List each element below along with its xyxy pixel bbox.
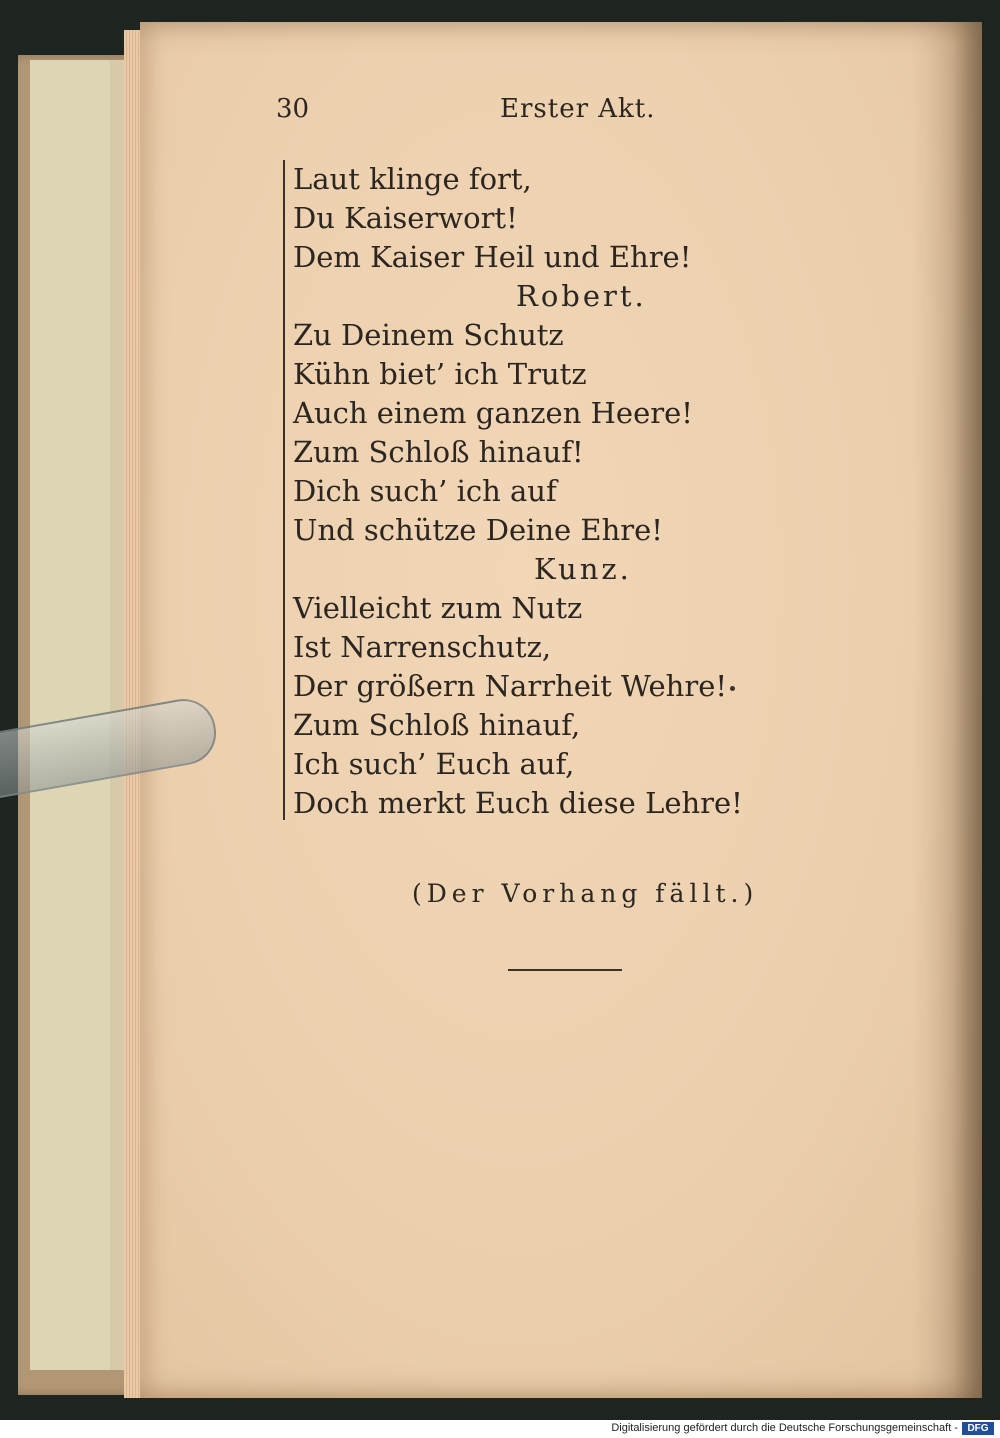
book-page [140,22,982,1398]
speaker-name: Robert. [516,279,647,313]
verse-line: Zum Schloß hinauf! [293,435,584,469]
page-number: 30 [276,94,310,124]
verse-line: Du Kaiserwort! [293,201,518,235]
verse-line: Ich such’ Euch auf, [293,747,575,781]
verse-line: Ist Narrenschutz, [293,630,552,664]
footer-bar [0,1420,1000,1438]
verse-line: Laut klinge fort, [293,162,532,196]
verse-line: Vielleicht zum Nutz [293,591,583,625]
funding-credit: Digitalisierung gefördert durch die Deutsche Forschungsgemeinschaft - [611,1422,958,1434]
stage-direction: (Der Vorhang fällt.) [412,879,759,908]
verse-line: Und schütze Deine Ehre! [293,513,663,547]
verse-line: Dich such’ ich auf [293,474,557,508]
verse-line: Der größern Narrheit Wehre! [293,669,728,703]
page-gutter-shadow [912,22,982,1398]
verse-line: Auch einem ganzen Heere! [293,396,693,430]
verse-block [293,160,743,823]
running-head: Erster Akt. [500,94,656,124]
verse-line: Kühn biet’ ich Trutz [293,357,587,391]
verse-line: Zum Schloß hinauf, [293,708,581,742]
verse-line: Zu Deinem Schutz [293,318,564,352]
dfg-logo: DFG [962,1422,994,1435]
speaker-name: Kunz. [534,552,632,586]
ink-speck [730,686,735,691]
end-rule [508,969,622,971]
verse-bracket [283,160,285,820]
verse-line: Dem Kaiser Heil und Ehre! [293,240,692,274]
verse-line: Doch merkt Euch diese Lehre! [293,786,743,820]
